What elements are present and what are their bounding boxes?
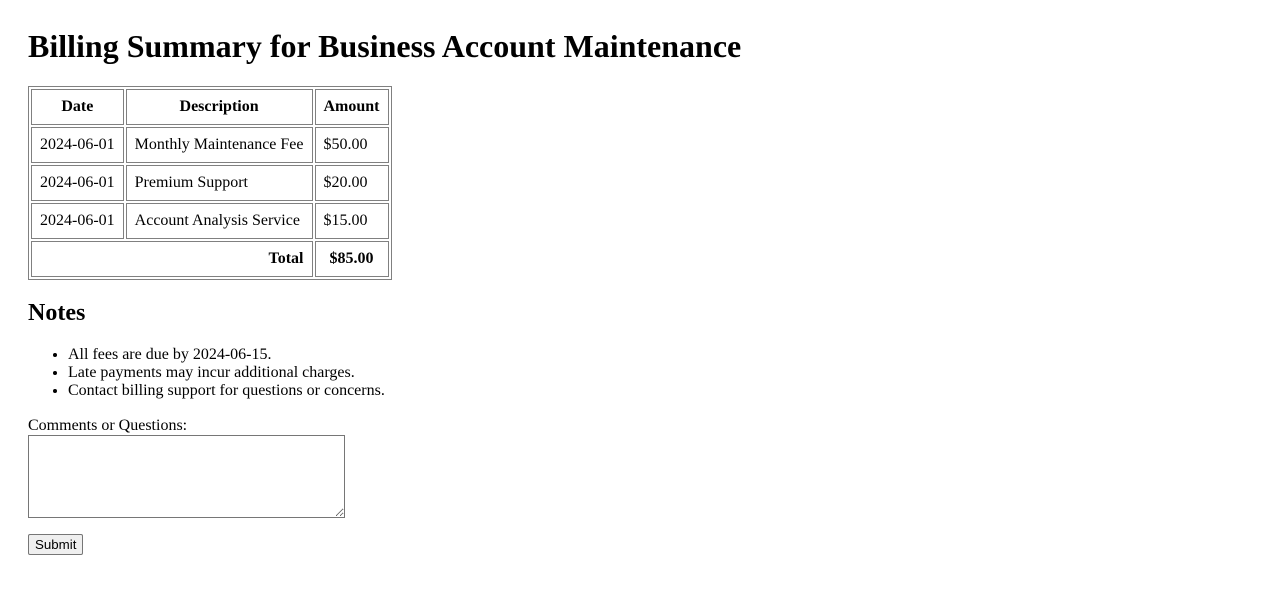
row-description: Premium Support [126, 165, 313, 201]
notes-list [28, 346, 385, 400]
row-amount: $15.00 [315, 203, 389, 239]
total-row [31, 241, 389, 277]
column-header-amount: Amount [315, 89, 389, 125]
table-row [31, 127, 389, 163]
row-date: 2024-06-01 [31, 165, 124, 201]
column-header-date: Date [31, 89, 124, 125]
column-header-description: Description [126, 89, 313, 125]
list-item: • Late payments may incur additional charges. [68, 364, 385, 382]
comments-label: Comments or Questions: [28, 417, 188, 434]
billing-table [28, 86, 392, 280]
page-title: Billing Summary for Business Account Maintenance [28, 28, 742, 64]
row-description: Account Analysis Service [126, 203, 313, 239]
total-label: Total [31, 241, 313, 277]
list-item: • Contact billing support for questions or concerns. [68, 382, 385, 400]
submit-button[interactable]: Submit [28, 534, 83, 555]
total-value: $85.00 [315, 241, 389, 277]
table-header-row [31, 89, 389, 125]
row-amount: $20.00 [315, 165, 389, 201]
row-date: 2024-06-01 [31, 127, 124, 163]
table-row [31, 165, 389, 201]
row-amount: $50.00 [315, 127, 389, 163]
comments-textarea[interactable] [28, 435, 345, 518]
row-date: 2024-06-01 [31, 203, 124, 239]
notes-heading: Notes [28, 300, 86, 326]
list-item: • All fees are due by 2024-06-15. [68, 346, 385, 364]
row-description: Monthly Maintenance Fee [126, 127, 313, 163]
table-row [31, 203, 389, 239]
